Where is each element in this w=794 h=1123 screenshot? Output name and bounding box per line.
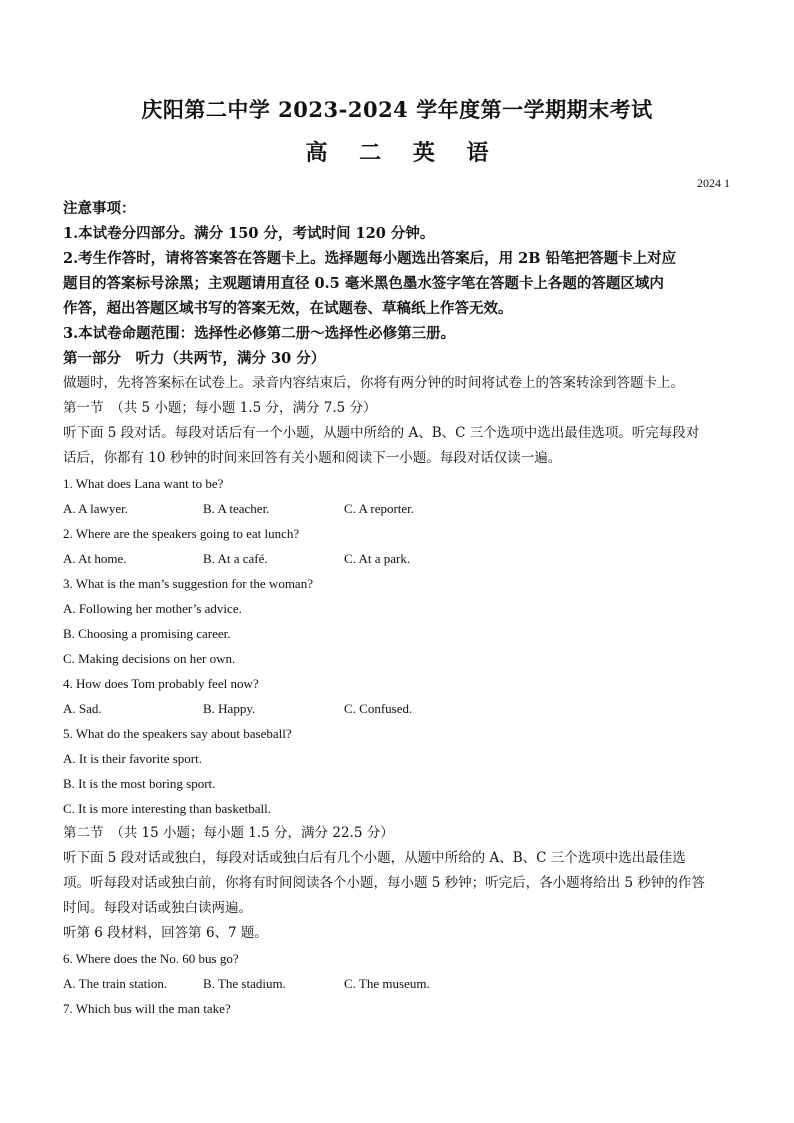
section2-instructions-line-2: 项。听每段对话或独白前，你将有时间阅读各个小题，每小题 5 秒钟；听完后，各小题将给出 5 秒钟的作答 (63, 875, 705, 891)
question-1-stem: 1. What does Lana want to be? (63, 476, 224, 491)
notice-item-1: 1.本试卷分四部分。满分 150 分，考试时间 120 分钟。 (63, 225, 435, 242)
question-2-stem: 2. Where are the speakers going to eat lunch? (63, 526, 300, 541)
question-3-stem: 3. What is the man’s suggestion for the woman? (63, 576, 313, 591)
question-1-options (63, 496, 731, 521)
section2-instructions-line-1: 听下面 5 段对话或独白，每段对话或独白后有几个小题，从题中所给的 A、B、C 三个选项中选出最佳选 (63, 850, 686, 866)
question-2-option-a: A. At home. (63, 551, 127, 566)
notice-item-3: 3.本试卷命题范围：选择性必修第二册～选择性必修第三册。 (63, 325, 456, 342)
question-1-option-c: C. A reporter. (344, 501, 415, 516)
question-3-option-a: A. Following her mother’s advice. (63, 601, 242, 616)
notice-heading: 注意事项： (63, 200, 136, 217)
section1-instructions-line-1: 听下面 5 段对话。每段对话后有一个小题，从题中所给的 A、B、C 三个选项中选出最佳选项。听完每段对 (63, 425, 700, 441)
question-6-options (63, 971, 731, 996)
question-2-options (63, 546, 731, 571)
question-6-option-c: C. The museum. (344, 976, 430, 991)
question-4-option-c: C. Confused. (344, 701, 413, 716)
exam-body (63, 196, 731, 1021)
exam-title: 庆阳第二中学 2023-2024 学年度第一学期期末考试 (141, 97, 653, 122)
material-6-note: 听第 6 段材料，回答第 6、7 题。 (63, 925, 268, 941)
question-6-option-a: A. The train station. (63, 976, 168, 991)
question-4-option-b: B. Happy. (203, 701, 256, 716)
section2-instructions-line-3: 时间。每段对话或独白读两遍。 (63, 900, 252, 916)
question-5-option-c: C. It is more interesting than basketball. (63, 801, 271, 816)
question-5-option-b: B. It is the most boring sport. (63, 776, 216, 791)
question-6-stem: 6. Where does the No. 60 bus go? (63, 951, 239, 966)
section1-instructions-line-2: 话后，你都有 10 秒钟的时间来回答有关小题和阅读下一小题。每段对话仅读一遍。 (63, 450, 562, 466)
question-6-option-b: B. The stadium. (203, 976, 286, 991)
notice-item-2-line-1: 2.考生作答时，请将答案答在答题卡上。选择题每小题选出答案后，用 2B 铅笔把答题卡上对应 (63, 250, 677, 267)
question-4-option-a: A. Sad. (63, 701, 102, 716)
section1-heading: 第一节 （共 5 小题；每小题 1.5 分，满分 7.5 分） (63, 400, 377, 416)
question-1-option-a: A. A lawyer. (63, 501, 128, 516)
question-5-stem: 5. What do the speakers say about baseball? (63, 726, 292, 741)
question-5-option-a: A. It is their favorite sport. (63, 751, 202, 766)
exam-date: 2024 1 (697, 176, 730, 190)
question-7-stem: 7. Which bus will the man take? (63, 1001, 231, 1016)
question-3-option-c: C. Making decisions on her own. (63, 651, 236, 666)
question-2-option-c: C. At a park. (344, 551, 411, 566)
section2-heading: 第二节 （共 15 小题；每小题 1.5 分，满分 22.5 分） (63, 825, 394, 841)
exam-subject: 高 二 英 语 (305, 140, 501, 166)
question-1-option-b: B. A teacher. (203, 501, 270, 516)
question-4-options (63, 696, 731, 721)
part1-heading: 第一部分 听力（共两节，满分 30 分） (63, 350, 326, 367)
question-2-option-b: B. At a café. (203, 551, 268, 566)
notice-item-2-line-2: 题目的答案标号涂黑；主观题请用直径 0.5 毫米黑色墨水签字笔在答题卡上各题的答题区域内 (63, 275, 664, 292)
question-4-stem: 4. How does Tom probably feel now? (63, 676, 259, 691)
question-3-option-b: B. Choosing a promising career. (63, 626, 231, 641)
part1-intro: 做题时，先将答案标在试卷上。录音内容结束后，你将有两分钟的时间将试卷上的答案转涂到答题卡上。 (63, 375, 684, 391)
notice-item-2-line-3: 作答，超出答题区域书写的答案无效，在试题卷、草稿纸上作答无效。 (63, 300, 513, 317)
